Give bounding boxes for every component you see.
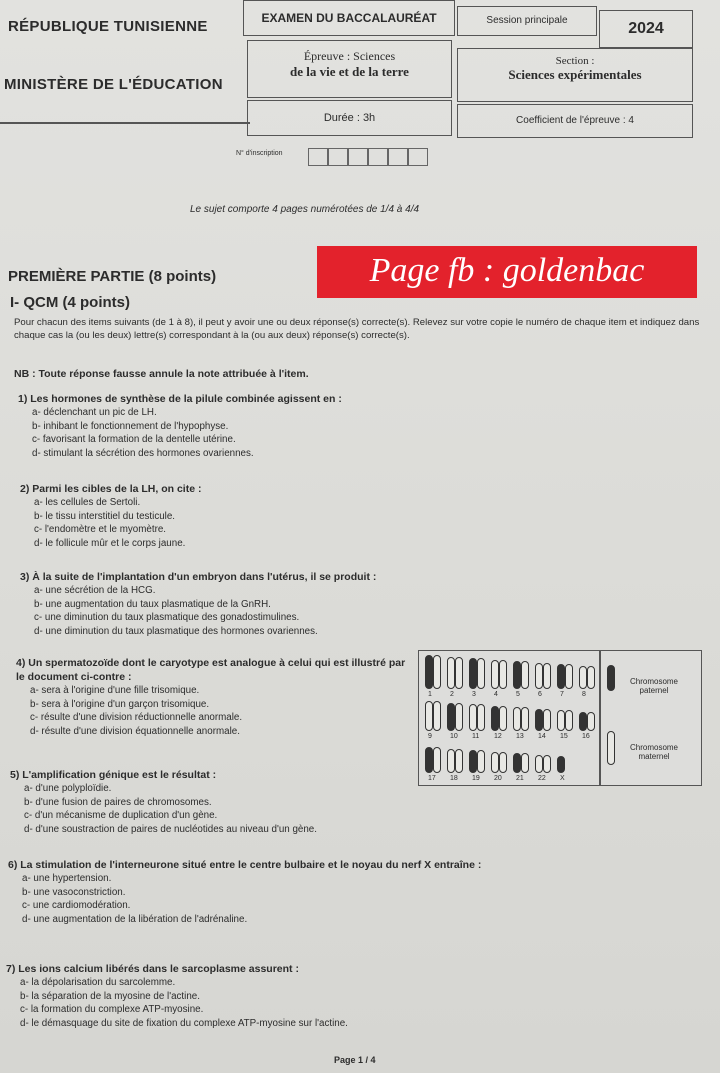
duration-cell: Durée : 3h <box>247 100 452 136</box>
question-7 <box>6 962 706 1030</box>
chromosome <box>425 701 433 731</box>
chromosome-number: X <box>560 775 565 782</box>
chromosome <box>425 655 433 689</box>
option-d: d- d'une soustraction de paires de nucléotides au niveau d'un gène. <box>24 823 317 835</box>
qcm-title: I- QCM (4 points) <box>10 294 130 311</box>
inscription-box <box>328 148 348 166</box>
option-a: a- les cellules de Sertoli. <box>34 497 141 508</box>
nb-note: NB : Toute réponse fausse annule la note attribuée à l'item. <box>14 368 309 380</box>
epreuve-label: Épreuve : Sciences <box>303 49 396 63</box>
inscription-box <box>388 148 408 166</box>
karyotype-figure <box>418 650 702 786</box>
pages-note: Le sujet comporte 4 pages numérotées de 1/4 à 4/4 <box>190 204 420 215</box>
chromosome-number: 4 <box>494 691 498 698</box>
option-c: c- l'endomètre et le myomètre. <box>34 524 166 535</box>
option-d: d- le démasquage du site de fixation du complexe ATP-myosine sur l'actine. <box>20 1017 348 1029</box>
section-label: Section : <box>555 55 595 67</box>
chromosome <box>499 706 507 732</box>
chromosome <box>535 663 543 690</box>
option-c: c- une cardiomodération. <box>22 900 131 911</box>
chromosome <box>469 704 477 731</box>
option-b: b- d'une fusion de paires de chromosomes. <box>24 796 212 808</box>
chromosome <box>557 710 565 731</box>
chromosome-number: 7 <box>560 691 564 698</box>
qcm-instructions: Pour chacun des items suivants (de 1 à 8), il peut y avoir une ou deux réponse(s) correcte(s). Relevez sur votre copie le numéro de chaque item et indiquez dans chaque cas la (ou les deux) lettre(s) correspondant à la (ou aux deux) réponse(s) correcte(s). <box>14 317 700 341</box>
chromosome-number: 5 <box>516 691 520 698</box>
chromosome <box>477 704 485 731</box>
chromosome <box>565 710 573 731</box>
chromosome-number: 17 <box>428 775 436 782</box>
inscription-boxes <box>308 148 428 166</box>
option-a: a- sera à l'origine d'une fille trisomique. <box>30 685 200 696</box>
option-c: c- favorisant la formation de la dentelle utérine. <box>32 434 236 445</box>
chromosome-number: 9 <box>428 733 432 740</box>
country-title: RÉPUBLIQUE TUNISIENNE <box>8 18 208 35</box>
question-4 <box>16 656 412 738</box>
chromosome <box>543 709 551 732</box>
option-d: d- résulte d'une division équationnelle anormale. <box>30 725 240 737</box>
question-title: 2) Parmi les cibles de la LH, on cite : <box>20 483 202 495</box>
chromosome <box>557 664 565 689</box>
option-d: d- le follicule mûr et le corps jaune. <box>34 537 186 549</box>
chromosome <box>477 658 485 689</box>
chromosome-number: 13 <box>516 733 524 740</box>
chromosome-number: 14 <box>538 733 546 740</box>
question-title: 3) À la suite de l'implantation d'un embryon dans l'utérus, il se produit : <box>20 571 377 583</box>
facebook-banner: Page fb : goldenbac <box>317 246 697 298</box>
option-c: c- la formation du complexe ATP-myosine. <box>20 1004 204 1015</box>
legend-maternal: Chromosome maternel <box>629 743 678 761</box>
option-c: c- d'un mécanisme de duplication d'un gène. <box>24 810 218 821</box>
chromosome <box>447 703 455 732</box>
exam-info-grid <box>243 0 693 140</box>
chromosome-number: 21 <box>516 775 524 782</box>
option-b: b- le tissu interstitiel du testicule. <box>34 510 176 522</box>
chromosome <box>433 701 441 731</box>
chromosome <box>521 661 529 689</box>
chromosome-number: 20 <box>494 775 502 782</box>
chromosome <box>491 660 499 690</box>
chromosome <box>455 657 463 690</box>
chromosome <box>455 703 463 732</box>
chromosome-number: 15 <box>560 733 568 740</box>
chromosome <box>433 655 441 689</box>
option-b: b- une vasoconstriction. <box>22 886 126 898</box>
option-a: a- une hypertension. <box>22 873 112 884</box>
option-a: a- d'une polyploïdie. <box>24 783 112 794</box>
chromosome-number: 22 <box>538 775 546 782</box>
epreuve-value: de la vie et de la terre <box>290 64 409 79</box>
year-cell: 2024 <box>599 10 693 48</box>
question-5 <box>10 768 570 836</box>
chromosome-number: 18 <box>450 775 458 782</box>
chromosome <box>491 706 499 732</box>
chromosome <box>513 707 521 731</box>
chromosome-number: 8 <box>582 691 586 698</box>
chromosome <box>513 661 521 689</box>
chromosome-number: 12 <box>494 733 502 740</box>
chromosome <box>447 657 455 690</box>
chromosome <box>587 666 595 690</box>
question-title: 1) Les hormones de synthèse de la pilule combinée agissent en : <box>18 393 342 405</box>
coefficient-cell: Coefficient de l'épreuve : 4 <box>457 104 693 138</box>
chromosome <box>535 709 543 732</box>
chromosome-number: 6 <box>538 691 542 698</box>
chromosome <box>587 712 595 732</box>
question-6 <box>8 858 708 926</box>
inscription-box <box>368 148 388 166</box>
chromosome-number: 11 <box>472 733 480 740</box>
paternal-chromosome-icon <box>607 665 615 691</box>
chromosome <box>499 660 507 690</box>
question-title: 5) L'amplification génique est le résultat : <box>10 769 217 781</box>
maternal-chromosome-icon <box>607 731 615 765</box>
option-a: a- déclenchant un pic de LH. <box>32 407 157 418</box>
chromosome-number: 3 <box>472 691 476 698</box>
page-number: Page 1 / 4 <box>334 1055 376 1065</box>
option-b: b- la séparation de la myosine de l'actine. <box>20 990 200 1002</box>
chromosome-number: 10 <box>450 733 458 740</box>
chromosome <box>469 658 477 689</box>
header-divider <box>0 122 250 124</box>
question-title: 7) Les ions calcium libérés dans le sarcoplasme assurent : <box>6 963 299 975</box>
legend-paternal: Chromosome paternel <box>629 677 678 695</box>
question-1 <box>18 392 698 460</box>
question-title: 6) La stimulation de l'interneurone situé entre le centre bulbaire et le noyau du nerf X entraîne : <box>8 859 482 871</box>
chromosome <box>521 707 529 731</box>
epreuve-cell <box>247 40 452 98</box>
session-cell: Session principale <box>457 6 597 36</box>
inscription-label: N° d'inscription <box>236 150 283 157</box>
section-cell <box>457 48 693 102</box>
option-d: d- une augmentation de la libération de l'adrénaline. <box>22 913 248 925</box>
chromosome <box>543 663 551 690</box>
section-value: Sciences expérimentales <box>508 67 642 82</box>
question-3 <box>20 570 700 638</box>
chromosome-number: 16 <box>582 733 590 740</box>
option-c: c- une diminution du taux plasmatique des gonadostimulines. <box>34 612 300 623</box>
chromosome-number: 19 <box>472 775 480 782</box>
chromosome-number: 2 <box>450 691 454 698</box>
option-b: b- sera à l'origine d'un garçon trisomique. <box>30 698 210 710</box>
chromosome <box>579 666 587 690</box>
part-title: PREMIÈRE PARTIE (8 points) <box>8 268 217 285</box>
chromosome <box>565 664 573 689</box>
option-c: c- résulte d'une division réductionnelle anormale. <box>30 712 243 723</box>
inscription-box <box>308 148 328 166</box>
option-b: b- inhibant le fonctionnement de l'hypophyse. <box>32 420 229 432</box>
option-d: d- stimulant la sécrétion des hormones ovariennes. <box>32 447 254 459</box>
ministry-title: MINISTÈRE DE L'ÉDUCATION <box>4 76 223 93</box>
option-b: b- une augmentation du taux plasmatique de la GnRH. <box>34 598 271 610</box>
inscription-box <box>408 148 428 166</box>
question-2 <box>20 482 700 550</box>
chromosome <box>579 712 587 732</box>
question-title: 4) Un spermatozoïde dont le caryotype est analogue à celui qui est illustré par le document ci-contre : <box>16 657 406 683</box>
inscription-box <box>348 148 368 166</box>
option-d: d- une diminution du taux plasmatique des hormones ovariennes. <box>34 625 318 637</box>
exam-cell: EXAMEN DU BACCALAURÉAT <box>243 0 455 36</box>
option-a: a- la dépolarisation du sarcolemme. <box>20 977 176 988</box>
legend-divider <box>599 651 601 785</box>
option-a: a- une sécrétion de la HCG. <box>34 585 156 596</box>
chromosome-number: 1 <box>428 691 432 698</box>
